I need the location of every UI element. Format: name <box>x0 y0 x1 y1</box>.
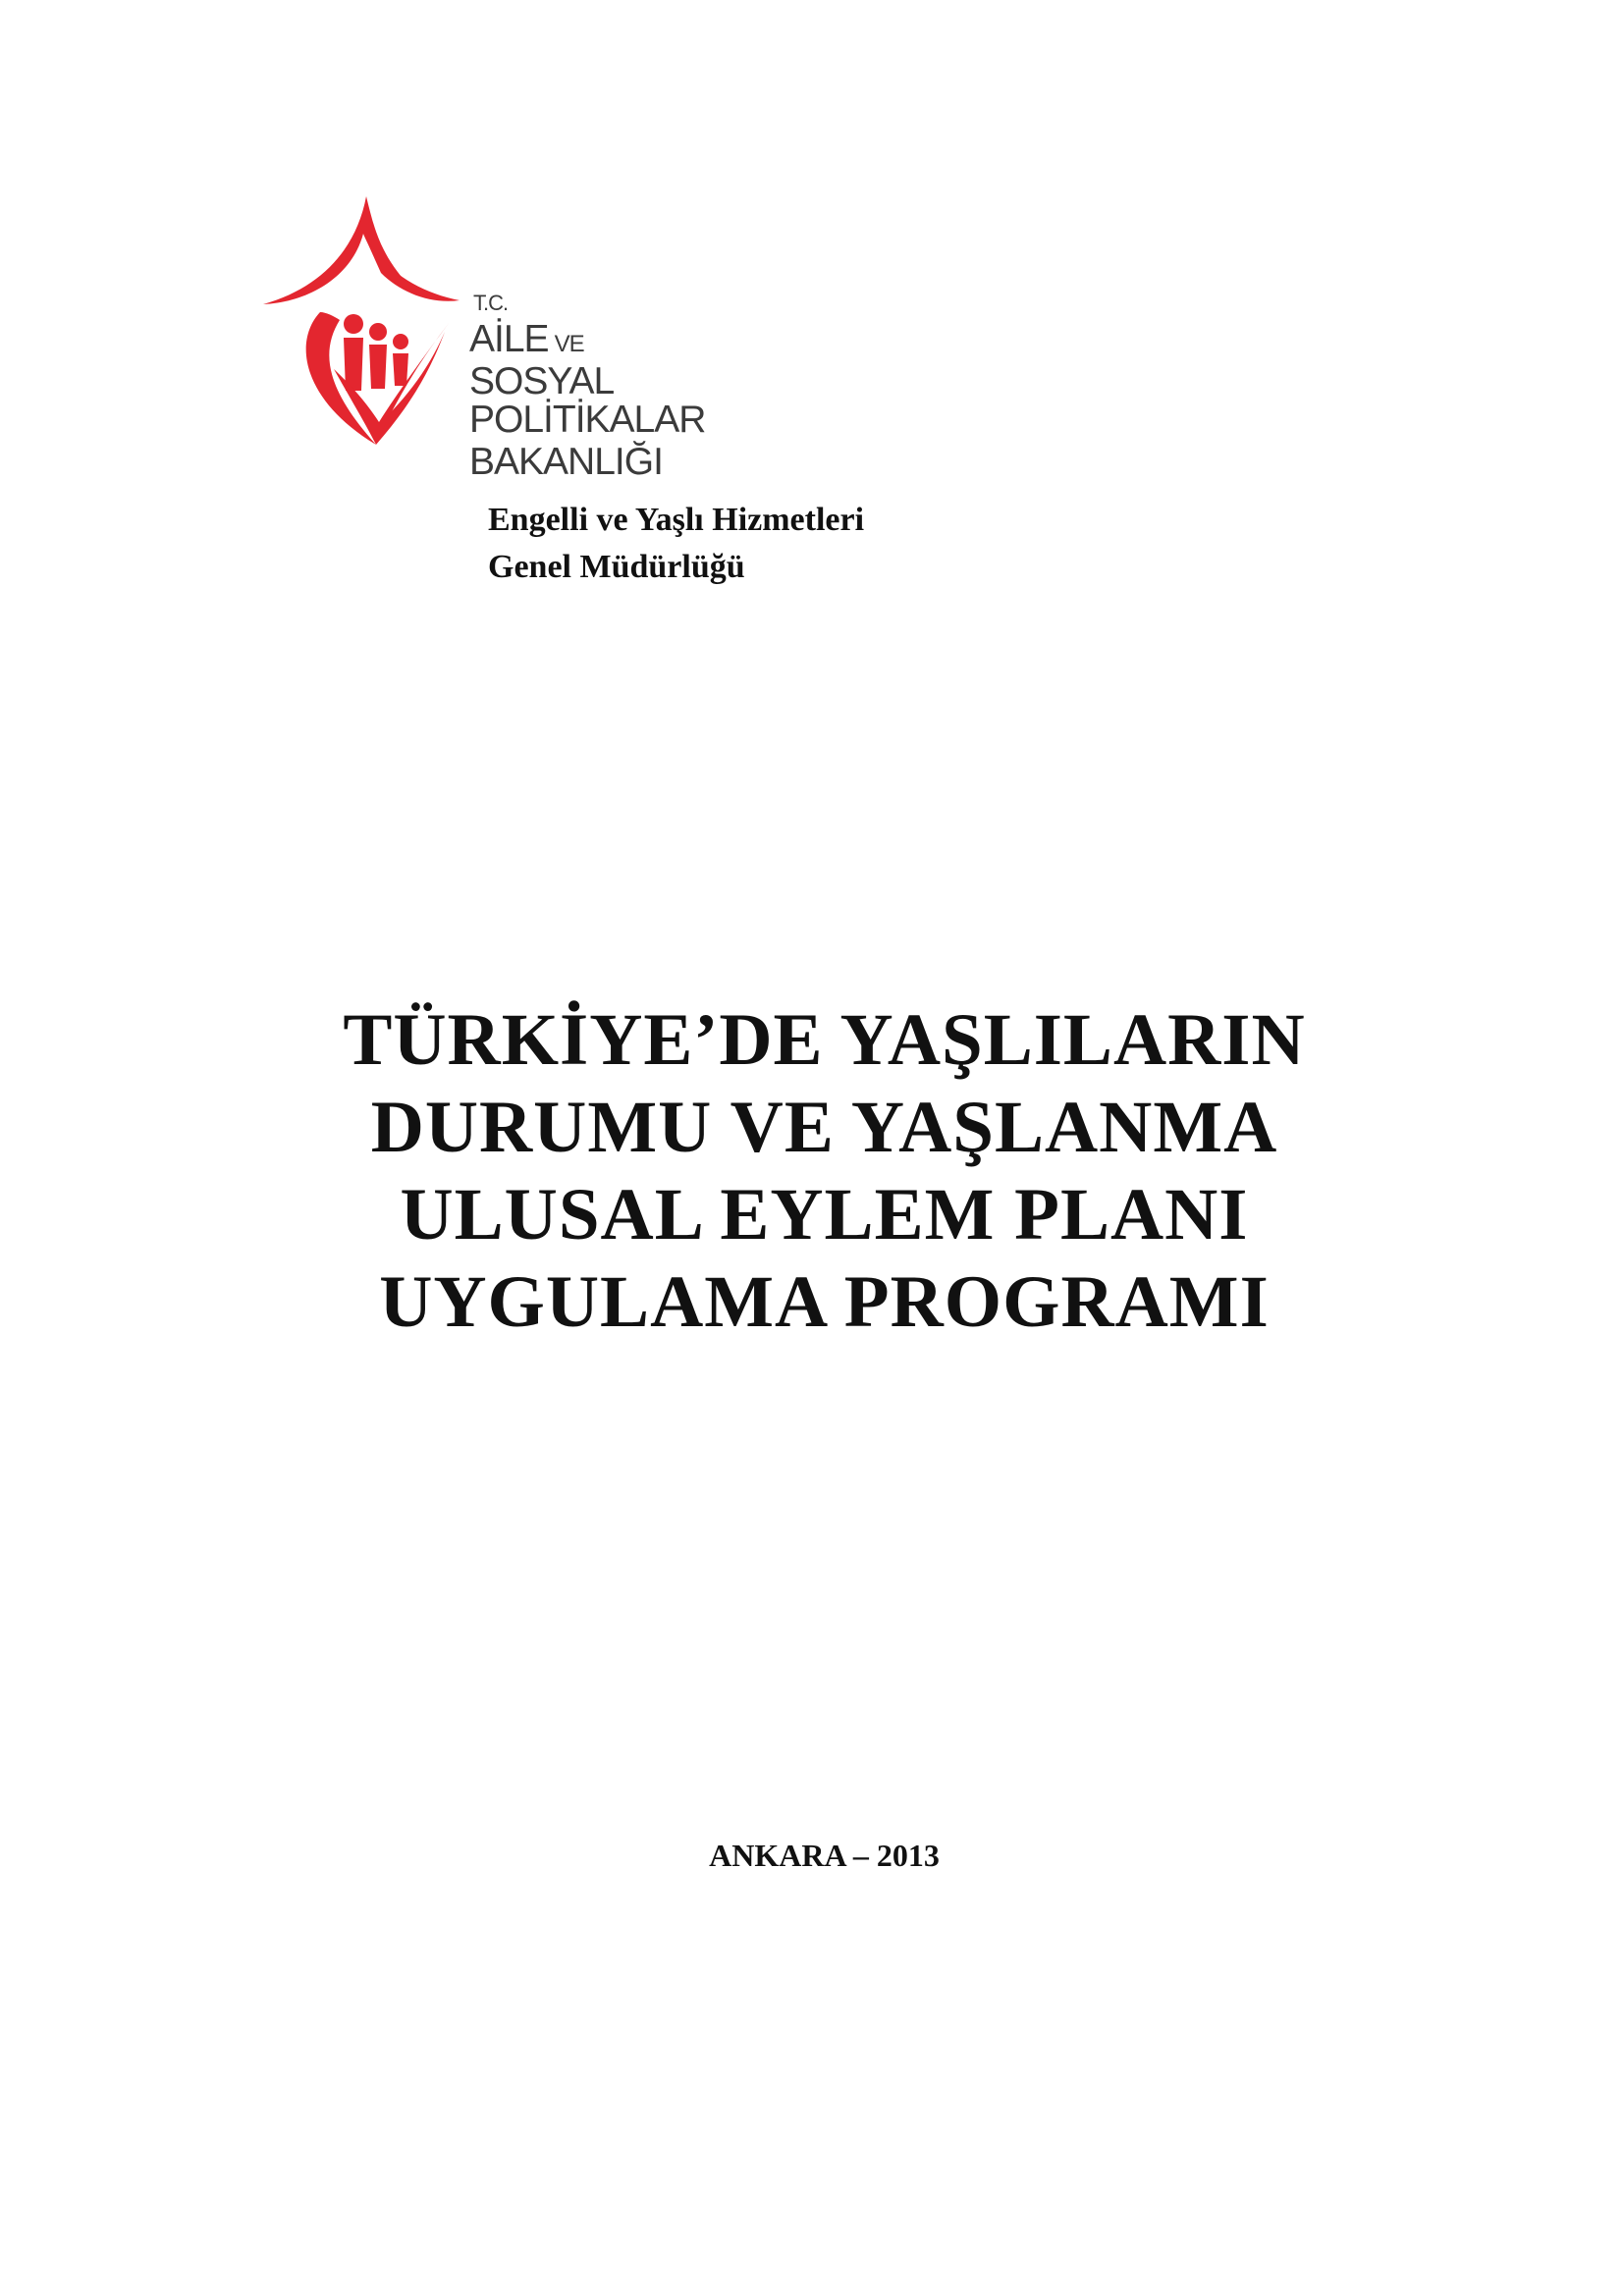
logo-line-1 <box>469 320 793 358</box>
directorate-name <box>488 497 864 591</box>
logo-tc: T.C. <box>473 291 509 315</box>
directorate-line-1: Engelli ve Yaşlı Hizmetleri <box>488 502 865 538</box>
title-line-1: TÜRKİYE’DE YAŞLILARIN <box>343 999 1306 1081</box>
title-line-3: ULUSAL EYLEM PLANI <box>400 1174 1249 1255</box>
logo-line-2: SOSYAL POLİTİKALAR <box>469 360 706 441</box>
logo-ve: VE <box>554 331 584 357</box>
document-title <box>0 996 1623 1346</box>
logo-line-3: BAKANLIĞI <box>469 441 663 483</box>
ministry-name <box>469 293 793 485</box>
ministry-logo <box>263 194 793 483</box>
title-line-2: DURUMU VE YAŞLANMA <box>370 1087 1278 1168</box>
place-year: ANKARA – 2013 <box>709 1838 940 1873</box>
directorate-line-2: Genel Müdürlüğü <box>488 549 745 585</box>
logo-aile: AİLE <box>469 318 549 360</box>
title-line-4: UYGULAMA PROGRAMI <box>379 1261 1270 1343</box>
ministry-house-family-logo-icon <box>263 194 489 459</box>
